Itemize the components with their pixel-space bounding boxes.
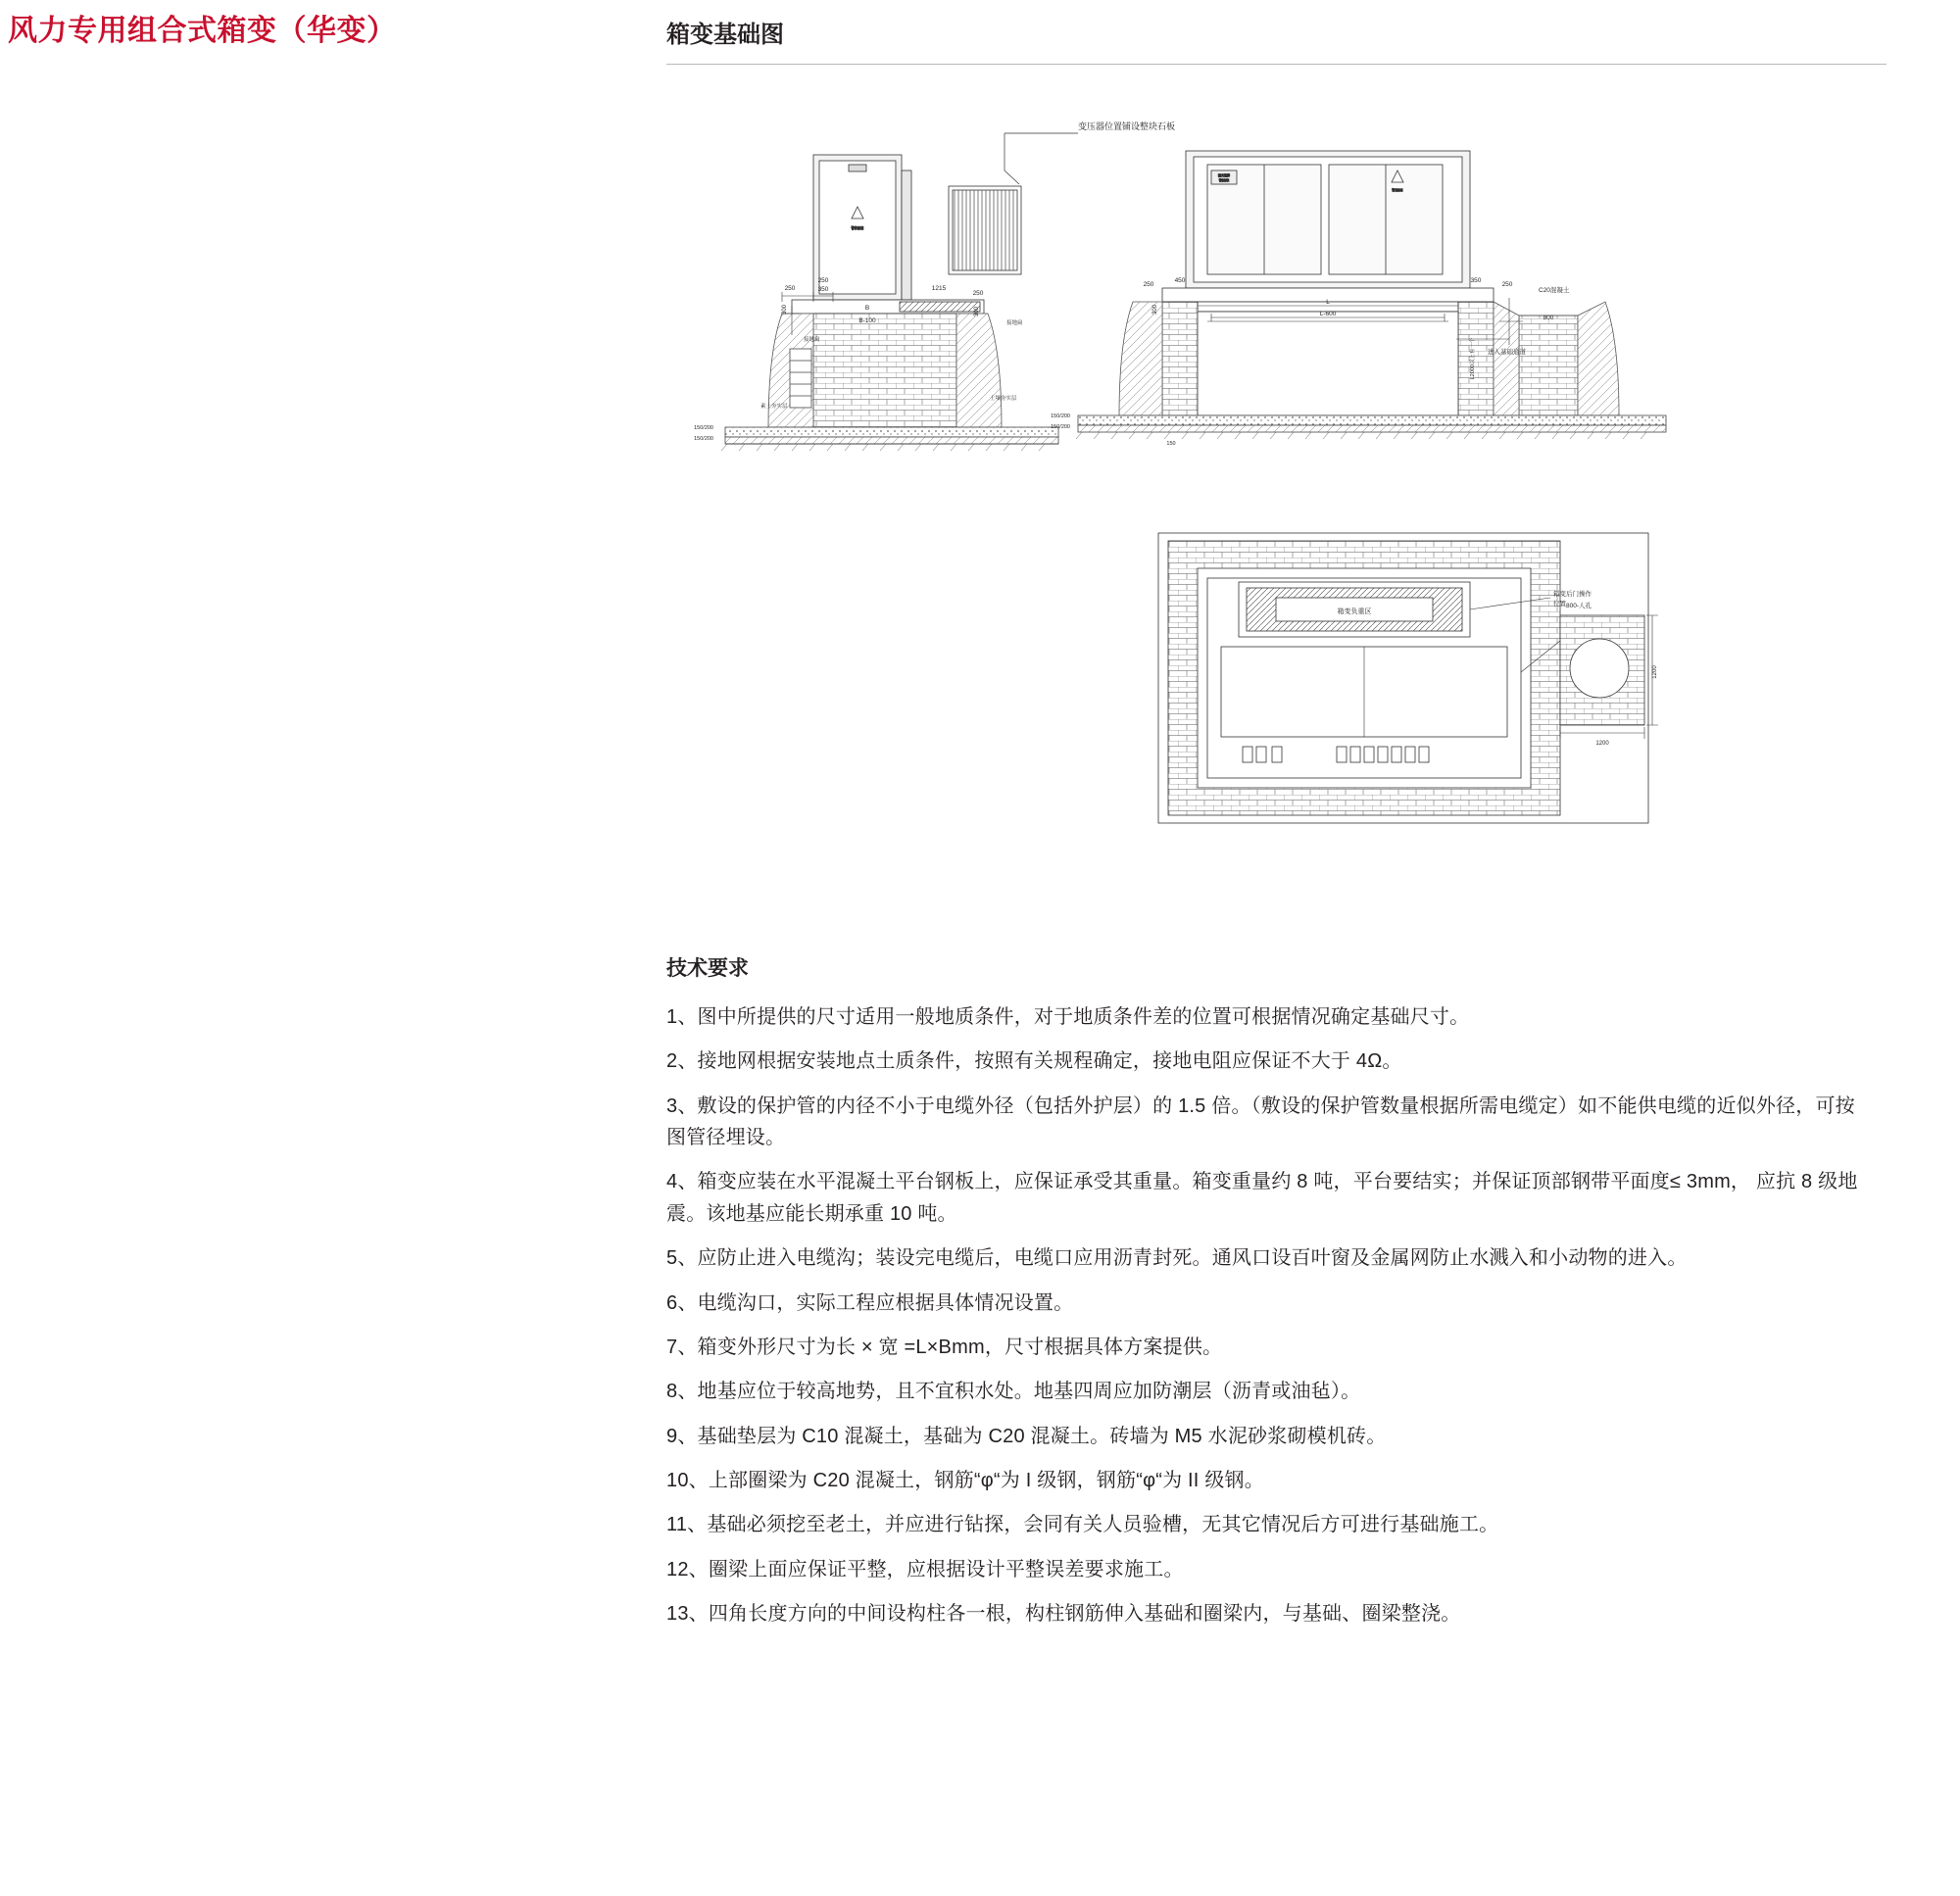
svg-text:素土夯实层: 素土夯实层 (760, 403, 788, 410)
svg-text:250: 250 (784, 284, 796, 292)
tech-item: 9、基础垫层为 C10 混凝土，基础为 C20 混凝土。砖墙为 M5 水泥砂浆砌模机砖。 (666, 1425, 1387, 1447)
svg-text:300: 300 (1152, 304, 1158, 315)
svg-text:警告标志: 警告标志 (851, 225, 864, 230)
svg-text:B-100: B-100 (858, 316, 876, 324)
svg-text:L: L (1326, 298, 1330, 306)
plan-label-rear-door: 箱变后门操作 (1553, 590, 1592, 598)
tech-item: 1、图中所提供的尺寸适用一般地质条件，对于地质条件差的位置可根据情况确定基础尺寸。 (666, 1005, 1470, 1028)
tech-item: 7、箱变外形尺寸为长 × 宽 =L×Bmm，尺寸根据具体方案提供。 (666, 1336, 1223, 1358)
tech-item: 8、地基应位于较高地势，且不宜积水处。地基四周应加防潮层（沥青或油毡）。 (666, 1381, 1361, 1403)
svg-text:1200: 1200 (1652, 665, 1658, 679)
callout-stone-slab: 变压器位置铺设整块石板 (1078, 121, 1176, 131)
svg-text:150: 150 (1166, 440, 1176, 447)
svg-text:接地扁: 接地扁 (804, 336, 820, 343)
svg-text:250: 250 (972, 289, 984, 297)
svg-text:L-600: L-600 (1319, 310, 1337, 317)
svg-text:C20混凝土: C20混凝土 (1539, 286, 1570, 294)
tech-item: 2、接地网根据安装地点土质条件，按照有关规程确定，接地电阻应保证不大于 4Ω。 (666, 1050, 1402, 1073)
plan-label-load-area: 箱变负重区 (1337, 608, 1372, 615)
svg-text:150/200: 150/200 (1051, 413, 1070, 419)
svg-text:1200: 1200 (1595, 740, 1609, 747)
svg-text:450: 450 (1174, 276, 1186, 284)
svg-text:250: 250 (817, 276, 829, 284)
tech-item: 6、电缆沟口，实际工程应根据具体情况设置。 (666, 1291, 1074, 1314)
tech-item: 11、基础必须挖至老土，并应进行钻探，会同有关人员验槽，无其它情况后方可进行基础施工。 (666, 1514, 1499, 1536)
technical-requirements (666, 952, 1872, 1630)
svg-text:L2000以上有一个: L2000以上有一个 (1470, 337, 1476, 380)
svg-text:箱变铭牌: 箱变铭牌 (1217, 172, 1231, 177)
svg-text:150/200: 150/200 (694, 435, 713, 442)
page-title: 箱变基础图 (666, 22, 784, 48)
svg-text:位置: 位置 (1553, 600, 1566, 608)
elevation-drawings (666, 114, 1886, 525)
svg-text:警告标志: 警告标志 (1392, 187, 1403, 192)
svg-text:警告标识: 警告标识 (1218, 178, 1230, 182)
plan-view-drawing (666, 525, 1886, 839)
svg-text:1215: 1215 (931, 284, 947, 292)
tech-requirements-title: 技术要求 (666, 956, 749, 980)
svg-text:B: B (864, 304, 870, 312)
svg-text:300: 300 (782, 304, 788, 315)
tech-item: 12、圈梁上面应保证平整，应根据设计平整误差要求施工。 (666, 1558, 1184, 1580)
svg-text:300: 300 (974, 306, 980, 316)
svg-text:800: 800 (1543, 314, 1554, 321)
svg-text:进入基础通道: 进入基础通道 (1488, 348, 1526, 356)
brand-title: 风力专用组合式箱变（华变） (8, 15, 397, 47)
svg-text:150/200: 150/200 (1051, 423, 1070, 430)
svg-text:土壤夯实层: 土壤夯实层 (990, 395, 1017, 402)
content-column (666, 0, 1901, 1643)
svg-text:350: 350 (817, 285, 829, 293)
tech-item: 5、应防止进入电缆沟；装设完电缆后，电缆口应用沥青封死。通风口设百叶窗及金属网防止水溅入和小动物的进入。 (666, 1247, 1688, 1270)
svg-text:250: 250 (1143, 280, 1154, 288)
tech-item: 4、箱变应装在水平混凝土平台钢板上，应保证承受其重量。箱变重量约 8 吨，平台要结实；并保证顶部钢带平面度≤ 3mm， 应抗 8 级地震。该地基应能长期承重 10 吨。 (666, 1171, 1858, 1225)
drawing-area (666, 65, 1886, 947)
svg-text:250: 250 (1501, 280, 1513, 288)
svg-text:350: 350 (1470, 276, 1482, 284)
tech-item: 13、四角长度方向的中间设构柱各一根，构柱钢筋伸入基础和圈梁内，与基础、圈梁整浇。 (666, 1603, 1461, 1626)
svg-text:接地扁: 接地扁 (1006, 319, 1023, 326)
tech-item: 10、上部圈梁为 C20 混凝土，钢筋“φ“为 I 级钢，钢筋“φ“为 II 级钢。 (666, 1470, 1264, 1492)
plan-label-manhole: 800-人孔 (1566, 602, 1592, 609)
svg-text:150/200: 150/200 (694, 424, 713, 431)
tech-item: 3、敷设的保护管的内径不小于电缆外径（包括外护层）的 1.5 倍。（敷设的保护管数量根据所需电缆定）如不能供电缆的近似外径，可按图管径埋设。 (666, 1094, 1855, 1148)
